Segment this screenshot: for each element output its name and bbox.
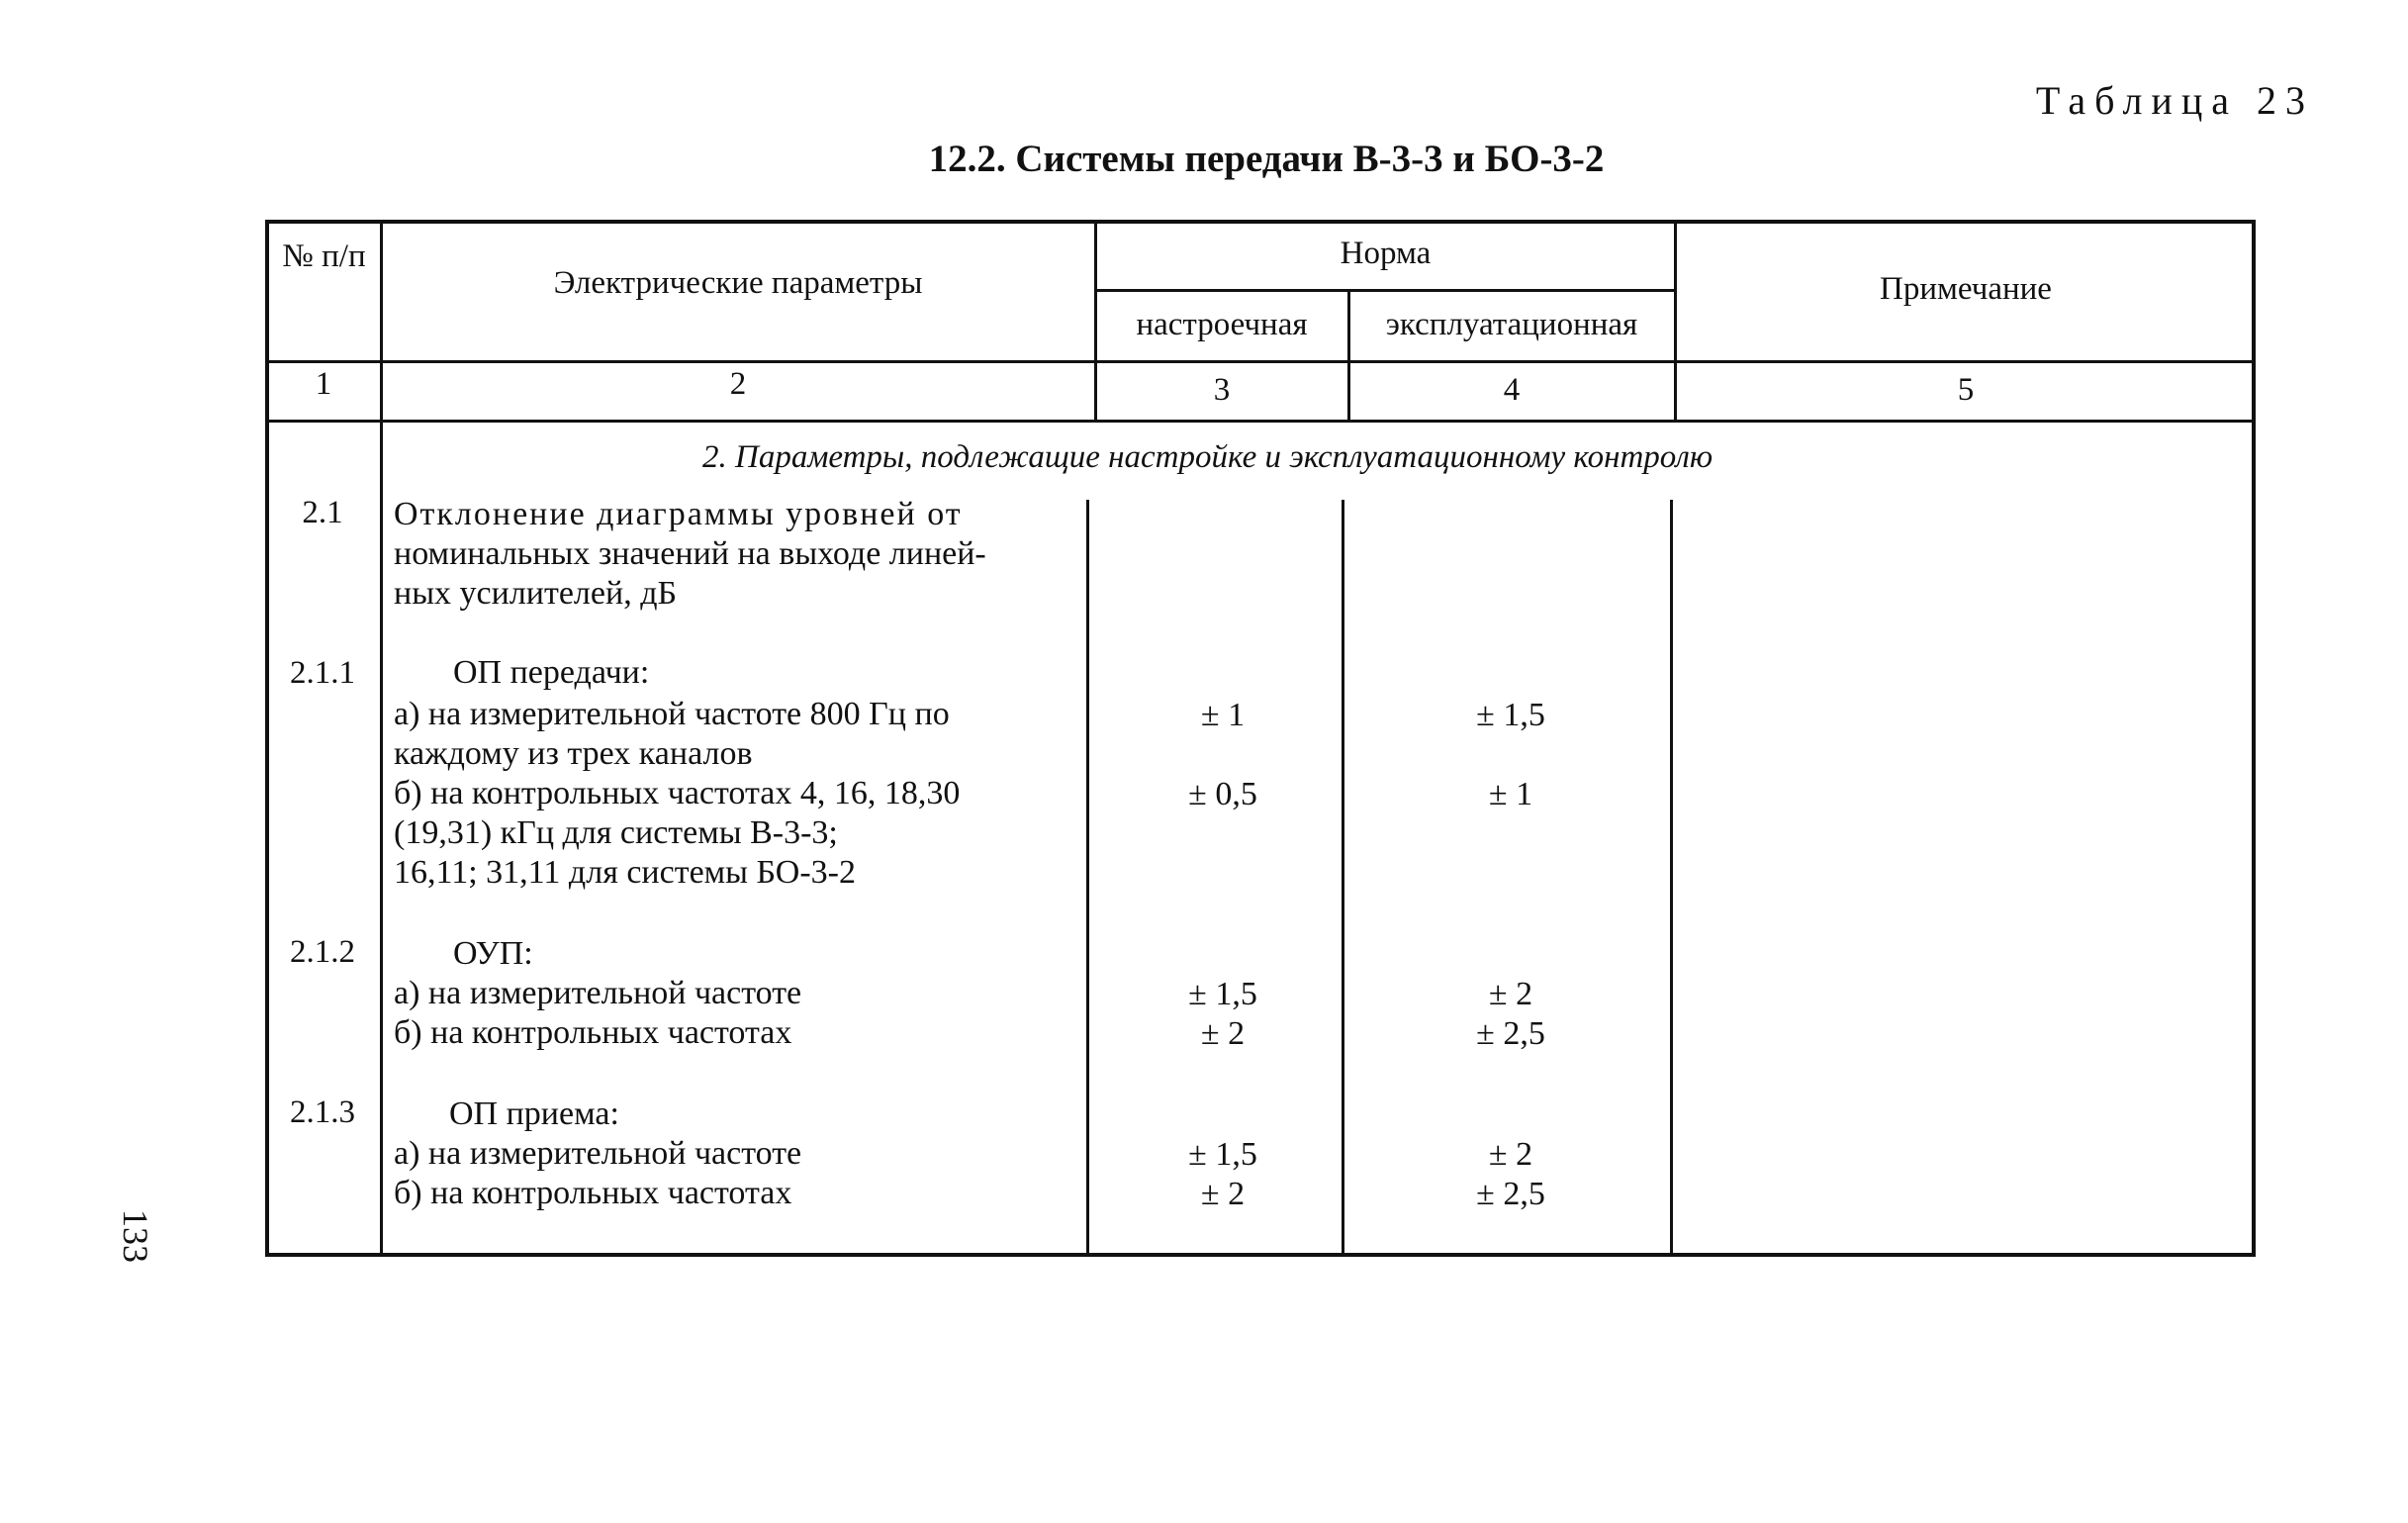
param-text-line: номинальных значений на выходе линей- xyxy=(394,535,986,572)
column-number-3: 3 xyxy=(1213,372,1231,408)
header-bottom-rule xyxy=(265,360,2256,363)
norm-operation-value: ± 1 xyxy=(1488,776,1533,812)
param-text-line: а) на измерительной частоте xyxy=(394,975,802,1011)
norm-operation-value: ± 2,5 xyxy=(1476,1015,1545,1052)
param-heading: ОП приема: xyxy=(449,1095,619,1132)
param-text-line: (19,31) кГц для системы В-3-3; xyxy=(394,814,838,851)
param-heading: ОП передачи: xyxy=(453,654,650,691)
norm-setup-value: ± 1,5 xyxy=(1188,976,1257,1012)
norm-setup-value: ± 1,5 xyxy=(1188,1136,1257,1173)
param-text-line: б) на контрольных частотах xyxy=(394,1175,792,1211)
param-text-line: б) на контрольных частотах 4, 16, 18,30 xyxy=(394,775,961,811)
row-number: 2.1.3 xyxy=(290,1095,355,1130)
header-norm-operation: эксплуатационная xyxy=(1385,307,1638,342)
table-title: 12.2. Системы передачи В-3-3 и БО-3-2 xyxy=(928,138,1605,180)
header-parameters: Электрические параметры xyxy=(553,265,923,301)
table-label: Таблица 23 xyxy=(2035,78,2314,123)
header-note: Примечание xyxy=(1880,271,2052,307)
header-num: № п/п xyxy=(282,238,366,274)
norm-operation-value: ± 2 xyxy=(1488,1136,1533,1173)
norm-operation-value: ± 2 xyxy=(1488,976,1533,1012)
column-number-5: 5 xyxy=(1957,372,1975,408)
column-number-2: 2 xyxy=(729,366,747,402)
param-text-line: Отклонение диаграммы уровней от xyxy=(394,496,963,532)
column-number-4: 4 xyxy=(1503,372,1521,408)
col-divider-2-body xyxy=(1086,500,1089,1257)
param-text-line: 16,11; 31,11 для системы БО-3-2 xyxy=(394,854,857,891)
column-number-1: 1 xyxy=(315,366,332,402)
param-heading: ОУП: xyxy=(453,935,533,972)
norm-setup-value: ± 1 xyxy=(1200,697,1246,733)
param-text-line: б) на контрольных частотах xyxy=(394,1014,792,1051)
norm-operation-value: ± 2,5 xyxy=(1476,1176,1545,1212)
row-number: 2.1.2 xyxy=(290,934,355,970)
section-title: 2. Параметры, подлежащие настройке и эксплуатационному контролю xyxy=(702,439,1713,475)
param-text-line: а) на измерительной частоте 800 Гц по xyxy=(394,696,950,732)
norm-setup-value: ± 0,5 xyxy=(1188,776,1257,812)
column-numbers-bottom-rule xyxy=(265,420,2256,423)
page-number: 133 xyxy=(116,1209,155,1263)
row-number: 2.1.1 xyxy=(290,655,355,691)
param-text-line: а) на измерительной частоте xyxy=(394,1135,802,1172)
norm-setup-value: ± 2 xyxy=(1200,1015,1246,1052)
norm-setup-value: ± 2 xyxy=(1200,1176,1246,1212)
norm-subheader-rule xyxy=(1096,289,1675,292)
header-norm: Норма xyxy=(1340,236,1432,271)
row-number: 2.1 xyxy=(302,495,343,530)
norm-operation-value: ± 1,5 xyxy=(1476,697,1545,733)
param-text-line: каждому из трех каналов xyxy=(394,735,753,772)
param-text-line: ных усилителей, дБ xyxy=(394,575,678,612)
header-norm-setup: настроечная xyxy=(1136,307,1308,342)
